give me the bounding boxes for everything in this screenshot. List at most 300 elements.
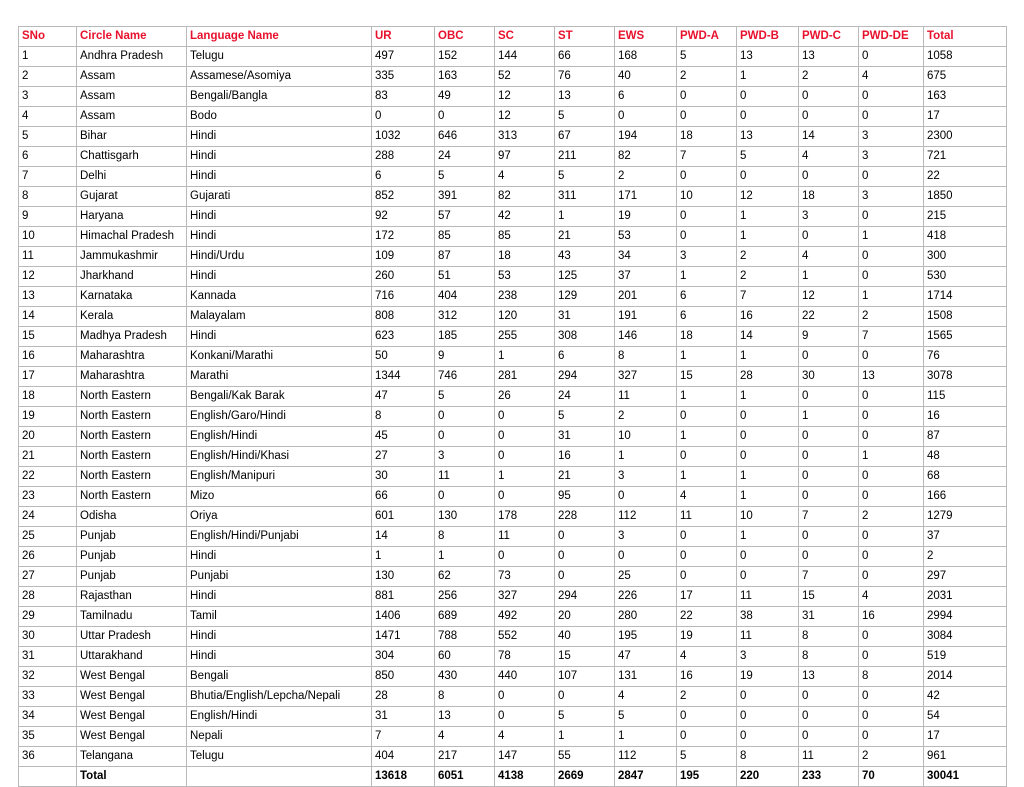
table-cell: 300 bbox=[924, 247, 1007, 267]
table-cell: 171 bbox=[615, 187, 677, 207]
table-cell: 308 bbox=[555, 327, 615, 347]
table-cell: Hindi bbox=[187, 127, 372, 147]
table-cell: 294 bbox=[555, 367, 615, 387]
table-cell: 1032 bbox=[372, 127, 435, 147]
table-cell: 18 bbox=[495, 247, 555, 267]
table-cell: 21 bbox=[555, 227, 615, 247]
table-cell: English/Hindi/Khasi bbox=[187, 447, 372, 467]
table-cell: Bengali/Kak Barak bbox=[187, 387, 372, 407]
table-cell: 109 bbox=[372, 247, 435, 267]
table-cell: 14 bbox=[372, 527, 435, 547]
table-cell: 11 bbox=[737, 587, 799, 607]
table-row bbox=[19, 227, 1007, 247]
table-cell: 0 bbox=[435, 107, 495, 127]
table-cell: 6 bbox=[555, 347, 615, 367]
table-cell: Rajasthan bbox=[77, 587, 187, 607]
table-cell: 12 bbox=[495, 87, 555, 107]
table-cell: 12 bbox=[495, 107, 555, 127]
table-cell: 83 bbox=[372, 87, 435, 107]
table-cell: 0 bbox=[435, 427, 495, 447]
table-cell: 3 bbox=[19, 87, 77, 107]
table-cell: 195 bbox=[615, 627, 677, 647]
table-row bbox=[19, 347, 1007, 367]
table-cell: 76 bbox=[924, 347, 1007, 367]
table-row bbox=[19, 727, 1007, 747]
table-cell: 10 bbox=[19, 227, 77, 247]
table-cell: 1 bbox=[555, 207, 615, 227]
column-header: PWD-DE bbox=[859, 27, 924, 47]
table-cell: 38 bbox=[737, 607, 799, 627]
table-cell: Uttarakhand bbox=[77, 647, 187, 667]
table-cell: 10 bbox=[615, 427, 677, 447]
table-cell: 1406 bbox=[372, 607, 435, 627]
table-cell: 14 bbox=[737, 327, 799, 347]
table-cell: 130 bbox=[435, 507, 495, 527]
table-cell: 49 bbox=[435, 87, 495, 107]
table-cell: 1 bbox=[737, 387, 799, 407]
column-header: SC bbox=[495, 27, 555, 47]
table-cell: 238 bbox=[495, 287, 555, 307]
table-cell: Punjabi bbox=[187, 567, 372, 587]
table-cell: 0 bbox=[737, 727, 799, 747]
table-cell: 0 bbox=[799, 707, 859, 727]
table-cell: 60 bbox=[435, 647, 495, 667]
table-cell: 144 bbox=[495, 47, 555, 67]
table-cell: 8 bbox=[737, 747, 799, 767]
table-row bbox=[19, 127, 1007, 147]
table-cell: 47 bbox=[615, 647, 677, 667]
table-cell: 19 bbox=[19, 407, 77, 427]
table-cell: 5 bbox=[555, 707, 615, 727]
table-row bbox=[19, 147, 1007, 167]
table-cell: 0 bbox=[799, 467, 859, 487]
table-cell: 746 bbox=[435, 367, 495, 387]
table-cell: 0 bbox=[859, 707, 924, 727]
table-cell: 10 bbox=[737, 507, 799, 527]
table-cell: 7 bbox=[737, 287, 799, 307]
table-cell: 327 bbox=[615, 367, 677, 387]
table-row bbox=[19, 207, 1007, 227]
table-cell: 9 bbox=[435, 347, 495, 367]
table-row bbox=[19, 327, 1007, 347]
table-cell: 31 bbox=[372, 707, 435, 727]
table-cell: 1 bbox=[435, 547, 495, 567]
table-cell: Maharashtra bbox=[77, 347, 187, 367]
table-cell: Hindi bbox=[187, 167, 372, 187]
table-cell: 37 bbox=[924, 527, 1007, 547]
table-cell: 168 bbox=[615, 47, 677, 67]
table-cell: 215 bbox=[924, 207, 1007, 227]
table-cell: Telangana bbox=[77, 747, 187, 767]
table-cell: 0 bbox=[555, 527, 615, 547]
table-total-cell: 233 bbox=[799, 767, 859, 787]
table-cell: 33 bbox=[19, 687, 77, 707]
table-cell: 430 bbox=[435, 667, 495, 687]
table-cell: 2 bbox=[924, 547, 1007, 567]
table-cell: 1 bbox=[737, 207, 799, 227]
table-cell: 9 bbox=[799, 327, 859, 347]
column-header: Total bbox=[924, 27, 1007, 47]
table-cell: 3 bbox=[799, 207, 859, 227]
table-cell: 0 bbox=[799, 527, 859, 547]
table-cell: 2 bbox=[19, 67, 77, 87]
table-cell: 0 bbox=[372, 107, 435, 127]
table-cell: 16 bbox=[555, 447, 615, 467]
table-cell: 3 bbox=[435, 447, 495, 467]
table-cell: 3 bbox=[859, 187, 924, 207]
table-cell: 107 bbox=[555, 667, 615, 687]
table-row bbox=[19, 387, 1007, 407]
table-total-cell: 13618 bbox=[372, 767, 435, 787]
table-cell: 18 bbox=[19, 387, 77, 407]
table-cell: English/Hindi bbox=[187, 707, 372, 727]
table-row bbox=[19, 607, 1007, 627]
table-cell: North Eastern bbox=[77, 407, 187, 427]
table-cell: 0 bbox=[615, 487, 677, 507]
table-cell: 25 bbox=[19, 527, 77, 547]
table-cell: 5 bbox=[555, 107, 615, 127]
table-cell: Odisha bbox=[77, 507, 187, 527]
table-cell: 3078 bbox=[924, 367, 1007, 387]
table-cell: Assam bbox=[77, 107, 187, 127]
table-cell: 17 bbox=[19, 367, 77, 387]
table-cell: 112 bbox=[615, 507, 677, 527]
table-cell: 31 bbox=[799, 607, 859, 627]
table-row bbox=[19, 707, 1007, 727]
table-cell: 1 bbox=[615, 727, 677, 747]
table-cell: 194 bbox=[615, 127, 677, 147]
table-cell: Oriya bbox=[187, 507, 372, 527]
table-cell: 0 bbox=[677, 727, 737, 747]
table-cell: 125 bbox=[555, 267, 615, 287]
table-cell: Punjab bbox=[77, 547, 187, 567]
table-cell: 623 bbox=[372, 327, 435, 347]
table-cell: 256 bbox=[435, 587, 495, 607]
table-cell: 9 bbox=[19, 207, 77, 227]
table-cell: Nepali bbox=[187, 727, 372, 747]
table-cell: 1 bbox=[859, 447, 924, 467]
table-cell: 82 bbox=[495, 187, 555, 207]
table-cell: 2014 bbox=[924, 667, 1007, 687]
table-cell: 961 bbox=[924, 747, 1007, 767]
table-row bbox=[19, 407, 1007, 427]
table-cell: 95 bbox=[555, 487, 615, 507]
table-cell: 7 bbox=[799, 507, 859, 527]
table-cell: 2 bbox=[859, 507, 924, 527]
table-cell: 0 bbox=[799, 227, 859, 247]
table-cell: 2 bbox=[615, 167, 677, 187]
table-cell: 18 bbox=[677, 127, 737, 147]
table-cell: West Bengal bbox=[77, 707, 187, 727]
table-cell: 6 bbox=[677, 307, 737, 327]
table-cell: 1058 bbox=[924, 47, 1007, 67]
table-cell: 55 bbox=[555, 747, 615, 767]
table-cell: 304 bbox=[372, 647, 435, 667]
table-cell: North Eastern bbox=[77, 427, 187, 447]
table-cell: 24 bbox=[435, 147, 495, 167]
table-cell: 1344 bbox=[372, 367, 435, 387]
table-cell: 8 bbox=[799, 627, 859, 647]
table-cell: 8 bbox=[435, 687, 495, 707]
table-cell: 2031 bbox=[924, 587, 1007, 607]
table-cell: 22 bbox=[799, 307, 859, 327]
table-cell: 5 bbox=[677, 47, 737, 67]
table-cell: 163 bbox=[435, 67, 495, 87]
table-cell: 8 bbox=[435, 527, 495, 547]
table-cell: 5 bbox=[435, 387, 495, 407]
table-cell: 327 bbox=[495, 587, 555, 607]
table-cell: 0 bbox=[799, 687, 859, 707]
table-cell: Chattisgarh bbox=[77, 147, 187, 167]
table-cell: 1471 bbox=[372, 627, 435, 647]
table-cell: Hindi bbox=[187, 587, 372, 607]
table-cell: 13 bbox=[799, 667, 859, 687]
table-cell: West Bengal bbox=[77, 687, 187, 707]
table-cell: Hindi bbox=[187, 227, 372, 247]
table-cell: 28 bbox=[737, 367, 799, 387]
table-cell: 0 bbox=[859, 427, 924, 447]
table-cell: 47 bbox=[372, 387, 435, 407]
header-row bbox=[19, 27, 1007, 47]
table-row bbox=[19, 47, 1007, 67]
table-cell: 0 bbox=[737, 87, 799, 107]
table-cell: 2 bbox=[737, 247, 799, 267]
table-cell: 0 bbox=[495, 707, 555, 727]
table-cell: Jharkhand bbox=[77, 267, 187, 287]
table-cell: 1 bbox=[737, 347, 799, 367]
table-cell: Punjab bbox=[77, 527, 187, 547]
table-cell: 42 bbox=[495, 207, 555, 227]
table-cell: 280 bbox=[615, 607, 677, 627]
table-row bbox=[19, 427, 1007, 447]
table-cell: 1714 bbox=[924, 287, 1007, 307]
table-cell: Karnataka bbox=[77, 287, 187, 307]
table-cell: Kerala bbox=[77, 307, 187, 327]
table-cell: 24 bbox=[19, 507, 77, 527]
column-header: PWD-A bbox=[677, 27, 737, 47]
table-cell: 12 bbox=[737, 187, 799, 207]
table-cell: 418 bbox=[924, 227, 1007, 247]
table-cell: 201 bbox=[615, 287, 677, 307]
table-cell: 0 bbox=[859, 207, 924, 227]
column-header: EWS bbox=[615, 27, 677, 47]
table-cell: 4 bbox=[859, 587, 924, 607]
table-cell: 22 bbox=[677, 607, 737, 627]
table-cell: Assam bbox=[77, 67, 187, 87]
table-cell: 7 bbox=[859, 327, 924, 347]
table-cell: 7 bbox=[19, 167, 77, 187]
table-cell: 0 bbox=[799, 107, 859, 127]
table-cell: 43 bbox=[555, 247, 615, 267]
table-cell: Uttar Pradesh bbox=[77, 627, 187, 647]
table-cell: 16 bbox=[19, 347, 77, 367]
table-cell: 15 bbox=[677, 367, 737, 387]
table-cell: 7 bbox=[677, 147, 737, 167]
table-cell: 0 bbox=[859, 467, 924, 487]
table-cell: 19 bbox=[615, 207, 677, 227]
table-cell: 0 bbox=[677, 227, 737, 247]
table-cell: 1 bbox=[737, 527, 799, 547]
table-cell: 0 bbox=[859, 727, 924, 747]
table-cell: 12 bbox=[19, 267, 77, 287]
table-cell: 28 bbox=[19, 587, 77, 607]
table-cell: 51 bbox=[435, 267, 495, 287]
table-cell: 14 bbox=[19, 307, 77, 327]
table-cell: 0 bbox=[737, 447, 799, 467]
table-total-cell bbox=[187, 767, 372, 787]
table-cell: 0 bbox=[615, 107, 677, 127]
table-cell: 22 bbox=[19, 467, 77, 487]
table-cell: Hindi bbox=[187, 647, 372, 667]
table-cell: 312 bbox=[435, 307, 495, 327]
table-cell: Andhra Pradesh bbox=[77, 47, 187, 67]
table-cell: 0 bbox=[495, 487, 555, 507]
table-cell: 87 bbox=[435, 247, 495, 267]
table-cell: 53 bbox=[615, 227, 677, 247]
table-cell: 601 bbox=[372, 507, 435, 527]
table-cell: 8 bbox=[615, 347, 677, 367]
table-cell: 1 bbox=[737, 467, 799, 487]
table-cell: 5 bbox=[435, 167, 495, 187]
table-cell: 12 bbox=[799, 287, 859, 307]
table-cell: 191 bbox=[615, 307, 677, 327]
table-total-row bbox=[19, 767, 1007, 787]
table-cell: 0 bbox=[737, 547, 799, 567]
table-cell: 31 bbox=[19, 647, 77, 667]
table-row bbox=[19, 647, 1007, 667]
table-cell: 20 bbox=[19, 427, 77, 447]
table-cell: 0 bbox=[495, 687, 555, 707]
table-cell: 1 bbox=[19, 47, 77, 67]
table-cell: 0 bbox=[799, 447, 859, 467]
table-cell: 1 bbox=[799, 407, 859, 427]
table-cell: 115 bbox=[924, 387, 1007, 407]
table-cell: 0 bbox=[859, 627, 924, 647]
table-cell: 0 bbox=[677, 527, 737, 547]
table-cell: 0 bbox=[677, 207, 737, 227]
table-cell: 13 bbox=[799, 47, 859, 67]
table-cell: 646 bbox=[435, 127, 495, 147]
table-cell: 335 bbox=[372, 67, 435, 87]
table-cell: 45 bbox=[372, 427, 435, 447]
table-cell: 14 bbox=[799, 127, 859, 147]
table-cell: English/Hindi bbox=[187, 427, 372, 447]
table-cell: 5 bbox=[615, 707, 677, 727]
table-cell: 152 bbox=[435, 47, 495, 67]
table-cell: North Eastern bbox=[77, 487, 187, 507]
table-cell: 1 bbox=[555, 727, 615, 747]
table-cell: Hindi/Urdu bbox=[187, 247, 372, 267]
table-cell: Gujarat bbox=[77, 187, 187, 207]
table-cell: Marathi bbox=[187, 367, 372, 387]
table-cell: 1 bbox=[372, 547, 435, 567]
table-cell: Assamese/Asomiya bbox=[187, 67, 372, 87]
table-cell: 26 bbox=[19, 547, 77, 567]
table-cell: 24 bbox=[555, 387, 615, 407]
table-cell: 5 bbox=[737, 147, 799, 167]
table-cell: 0 bbox=[799, 87, 859, 107]
table-cell: West Bengal bbox=[77, 667, 187, 687]
table-row bbox=[19, 747, 1007, 767]
table-cell: 73 bbox=[495, 567, 555, 587]
table-cell: English/Garo/Hindi bbox=[187, 407, 372, 427]
table-cell: 54 bbox=[924, 707, 1007, 727]
table-cell: 147 bbox=[495, 747, 555, 767]
table-row bbox=[19, 567, 1007, 587]
table-cell: English/Manipuri bbox=[187, 467, 372, 487]
table-cell: Himachal Pradesh bbox=[77, 227, 187, 247]
table-cell: 4 bbox=[495, 727, 555, 747]
table-cell: 1 bbox=[677, 427, 737, 447]
table-cell: 1508 bbox=[924, 307, 1007, 327]
table-row bbox=[19, 587, 1007, 607]
table-cell: Hindi bbox=[187, 267, 372, 287]
table-cell: 311 bbox=[555, 187, 615, 207]
table-cell: 25 bbox=[615, 567, 677, 587]
column-header: PWD-B bbox=[737, 27, 799, 47]
table-cell: 2 bbox=[859, 307, 924, 327]
table-cell: 120 bbox=[495, 307, 555, 327]
table-cell: 4 bbox=[615, 687, 677, 707]
table-cell: 3 bbox=[615, 527, 677, 547]
table-cell: 2 bbox=[799, 67, 859, 87]
table-cell: 3 bbox=[859, 127, 924, 147]
table-cell: 881 bbox=[372, 587, 435, 607]
table-cell: 172 bbox=[372, 227, 435, 247]
table-cell: 808 bbox=[372, 307, 435, 327]
vacancy-table bbox=[18, 26, 1007, 787]
table-cell: 0 bbox=[737, 427, 799, 447]
table-cell: 4 bbox=[19, 107, 77, 127]
table-cell: North Eastern bbox=[77, 387, 187, 407]
table-cell: 42 bbox=[924, 687, 1007, 707]
table-cell: 34 bbox=[19, 707, 77, 727]
table-cell: 27 bbox=[19, 567, 77, 587]
column-header: Language Name bbox=[187, 27, 372, 47]
table-cell: 4 bbox=[677, 647, 737, 667]
table-row bbox=[19, 187, 1007, 207]
table-cell: 2 bbox=[859, 747, 924, 767]
table-cell: Tamil bbox=[187, 607, 372, 627]
table-cell: 0 bbox=[495, 407, 555, 427]
table-cell: 11 bbox=[435, 467, 495, 487]
table-cell: 0 bbox=[677, 707, 737, 727]
table-cell: 404 bbox=[435, 287, 495, 307]
table-cell: 13 bbox=[737, 127, 799, 147]
table-cell: Telugu bbox=[187, 747, 372, 767]
table-cell: Telugu bbox=[187, 47, 372, 67]
table-body bbox=[19, 47, 1007, 787]
table-cell: 4 bbox=[799, 147, 859, 167]
table-cell: 3084 bbox=[924, 627, 1007, 647]
table-cell: 0 bbox=[859, 167, 924, 187]
table-cell: 2300 bbox=[924, 127, 1007, 147]
table-cell: 97 bbox=[495, 147, 555, 167]
table-cell: Bengali/Bangla bbox=[187, 87, 372, 107]
table-cell: 228 bbox=[555, 507, 615, 527]
table-cell: Madhya Pradesh bbox=[77, 327, 187, 347]
table-cell: 0 bbox=[495, 547, 555, 567]
table-cell: 17 bbox=[677, 587, 737, 607]
table-cell: 313 bbox=[495, 127, 555, 147]
table-cell: 519 bbox=[924, 647, 1007, 667]
table-cell: 1 bbox=[677, 347, 737, 367]
table-total-cell: 2847 bbox=[615, 767, 677, 787]
table-cell: 87 bbox=[924, 427, 1007, 447]
table-row bbox=[19, 367, 1007, 387]
table-cell: 18 bbox=[677, 327, 737, 347]
table-cell: 211 bbox=[555, 147, 615, 167]
